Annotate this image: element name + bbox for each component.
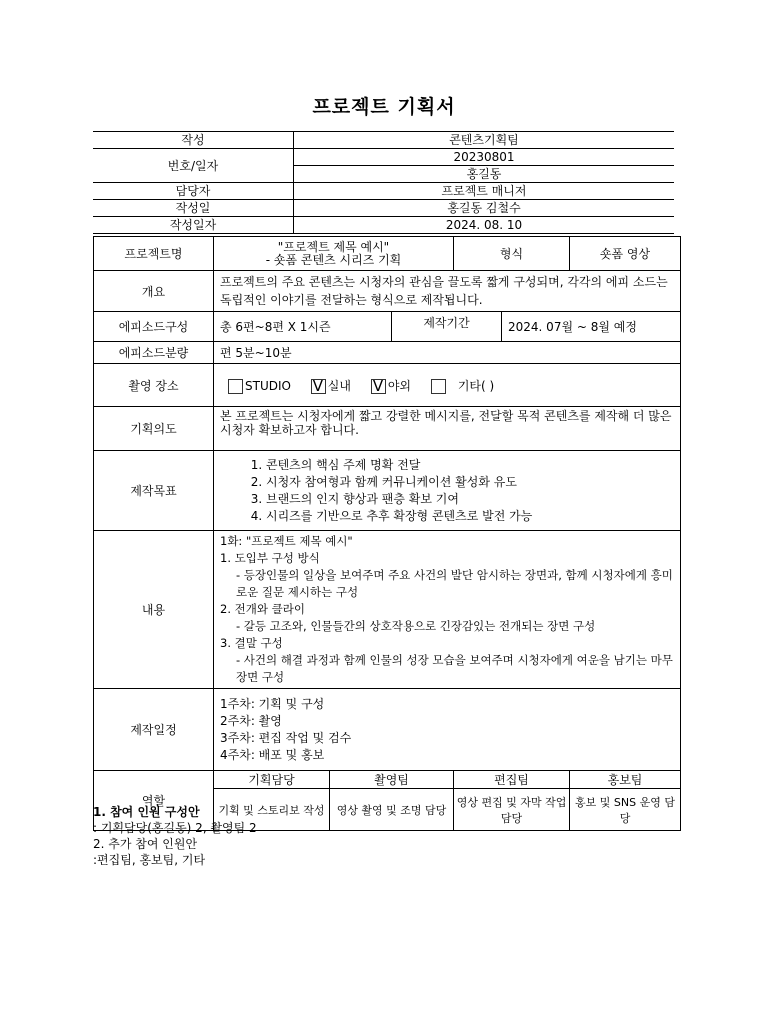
story-heading: 3. 결말 구성 <box>220 636 283 650</box>
main-table <box>93 236 681 831</box>
info-table <box>93 131 674 234</box>
footer-notes <box>93 804 257 868</box>
story-title: 1화: "프로젝트 제목 예시" <box>220 534 353 548</box>
goal-item: 1. 콘텐츠의 핵심 주제 명확 전달 <box>266 457 674 474</box>
footer-line: : 기획담당(홍길동) 2, 촬영팀 2 <box>93 821 257 835</box>
schedule-label: 제작일정 <box>94 689 214 771</box>
info-row <box>93 183 674 200</box>
footer-line: :편집팀, 홍보팀, 기타 <box>93 853 206 867</box>
project-name-cell <box>214 237 454 271</box>
document-title: 프로젝트 기획서 <box>312 96 456 118</box>
info-label: 작성일 <box>93 200 294 217</box>
option-label: 기타( ) <box>457 378 495 393</box>
role-value: 기획 및 스토리보 작성 <box>214 789 330 831</box>
story-heading: 2. 전개와 클라이 <box>220 602 305 616</box>
info-label: 담당자 <box>93 183 294 200</box>
goal-item: 4. 시리즈를 기반으로 추후 확장형 콘텐츠로 발전 가능 <box>266 508 674 525</box>
option-label: 실내 <box>327 378 351 393</box>
type-label: 형식 <box>454 237 570 271</box>
info-value: 2024. 08. 10 <box>294 217 675 234</box>
goal-item: 3. 브랜드의 인지 향상과 팬층 확보 기여 <box>266 491 674 508</box>
role-header: 편집팀 <box>454 771 570 789</box>
roles-label: 역할 <box>94 771 214 831</box>
runtime-value: 편 5분~10분 <box>214 342 681 364</box>
info-row <box>93 149 674 166</box>
purpose-label: 기획의도 <box>94 407 214 451</box>
location-option-other[interactable] <box>431 377 494 394</box>
overview-text: 프로젝트의 주요 콘텐츠는 시청자의 관심을 끌도록 짧게 구성되며, 각각의 에피 소드는 독립적인 이야기를 전달하는 형식으로 제작됩니다. <box>214 271 681 312</box>
period-label: 제작기간 <box>392 312 502 342</box>
story-heading: 1. 도입부 구성 방식 <box>220 551 320 565</box>
role-value: 홍보 및 SNS 운영 담당 <box>570 789 681 831</box>
checkbox-outdoor[interactable] <box>371 379 386 394</box>
project-label: 프로젝트명 <box>94 237 214 271</box>
goals-cell <box>214 451 681 531</box>
runtime-label: 에피소드분량 <box>94 342 214 364</box>
episodes-value: 총 6편~8편 X 1시즌 <box>214 312 392 342</box>
option-label: STUDIO <box>245 378 291 393</box>
info-label: 작성일자 <box>93 217 294 234</box>
period-value: 2024. 07월 ~ 8월 예정 <box>502 312 681 342</box>
schedule-item: 1주차: 기획 및 구성 <box>220 696 325 711</box>
goals-label: 제작목표 <box>94 451 214 531</box>
story-detail: - 등장인물의 일상을 보여주며 주요 사건의 발단 암시하는 장면과, 함께 시청자에게 흥미로운 질문 제시하는 구성 <box>236 568 673 599</box>
info-label: 작성 <box>93 132 294 149</box>
goals-list <box>220 457 674 525</box>
footer-line: 2. 추가 참여 인원안 <box>93 837 198 851</box>
role-header: 기획담당 <box>214 771 330 789</box>
overview-label: 개요 <box>94 271 214 312</box>
info-value: 프로젝트 매니저 <box>294 183 675 200</box>
story-detail: - 갈등 고조와, 인물들간의 상호작용으로 긴장감있는 전개되는 장면 구성 <box>236 619 596 633</box>
option-label: 야외 <box>387 378 411 393</box>
info-row <box>93 217 674 234</box>
type-value: 숏폼 영상 <box>570 237 681 271</box>
schedule-item: 3주차: 편집 작업 및 검수 <box>220 730 352 745</box>
story-cell <box>214 531 681 689</box>
checkbox-indoor[interactable] <box>311 379 326 394</box>
story-label: 내용 <box>94 531 214 689</box>
project-title: "프로젝트 제목 예시" <box>277 239 390 254</box>
info-value: 홍길동 김철수 <box>294 200 675 217</box>
role-header: 홍보팀 <box>570 771 681 789</box>
purpose-text: 본 프로젝트는 시청자에게 짧고 강렬한 메시지를, 전달할 목적 콘텐츠를 제작해 더 많은 시청자 확보하고자 합니다. <box>214 407 681 451</box>
goal-item: 2. 시청자 참여형과 함께 커뮤니케이션 활성화 유도 <box>266 474 674 491</box>
checkbox-studio[interactable] <box>228 379 243 394</box>
role-value: 영상 촬영 및 조명 담당 <box>330 789 454 831</box>
footer-line: 1. 참여 인원 구성안 <box>93 805 200 819</box>
schedule-cell <box>214 689 681 771</box>
info-row <box>93 200 674 217</box>
project-subtitle: - 숏폼 콘텐츠 시리즈 기획 <box>265 252 402 267</box>
schedule-item: 4주차: 배포 및 홍보 <box>220 747 325 762</box>
location-label: 촬영 장소 <box>94 364 214 407</box>
story-detail: - 사건의 해결 과정과 함께 인물의 성장 모습을 보여주며 시청자에게 여운을 남기는 마무 장면 구성 <box>236 653 673 684</box>
info-label: 번호/일자 <box>93 149 294 183</box>
info-value: 홍길동 <box>294 166 675 183</box>
info-value: 콘텐츠기획팀 <box>294 132 675 149</box>
episodes-label: 에피소드구성 <box>94 312 214 342</box>
checkbox-other[interactable] <box>431 379 446 394</box>
role-value: 영상 편집 및 자막 작업 담당 <box>454 789 570 831</box>
info-value: 20230801 <box>294 149 675 166</box>
location-options <box>214 364 681 407</box>
schedule-item: 2주차: 촬영 <box>220 713 282 728</box>
location-option-studio[interactable] <box>228 379 291 394</box>
location-option-outdoor[interactable] <box>371 377 411 394</box>
location-option-indoor[interactable] <box>311 377 351 394</box>
role-header: 촬영팀 <box>330 771 454 789</box>
info-row <box>93 132 674 149</box>
